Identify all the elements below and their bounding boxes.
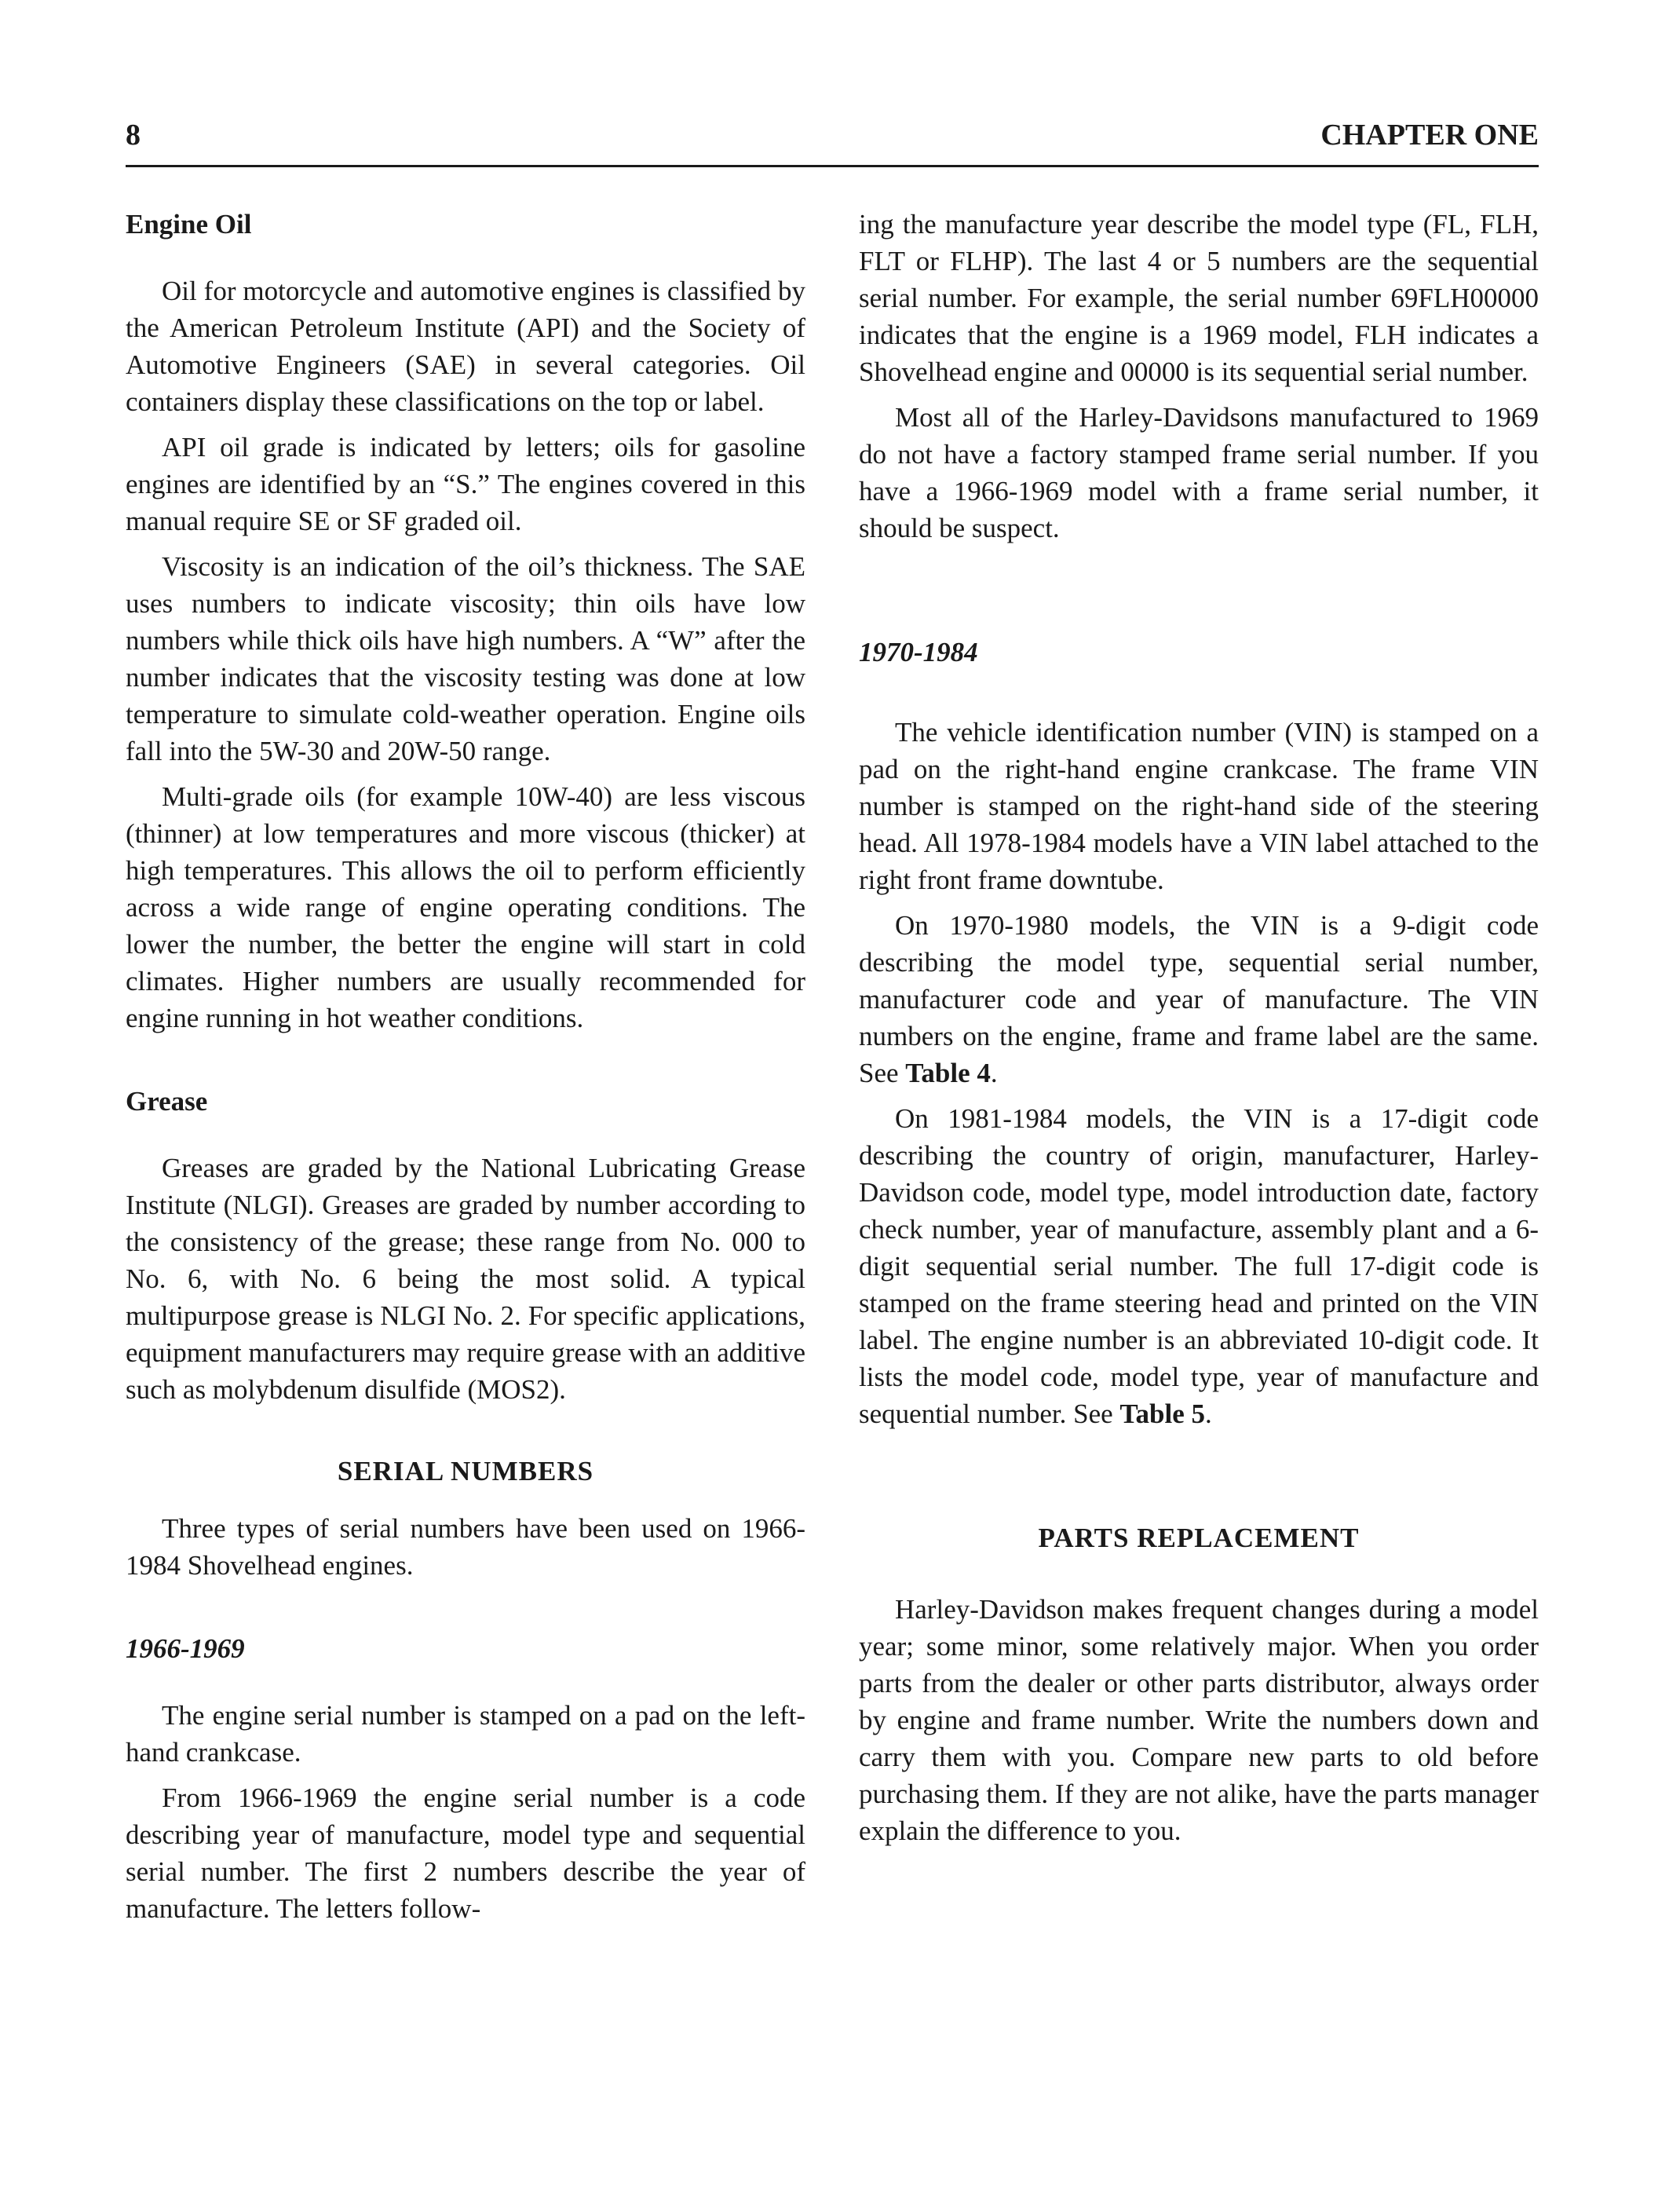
paragraph <box>859 907 1539 1091</box>
paragraph: Viscosity is an indication of the oil’s thickness. The SAE uses numbers to indicate viscosity; thin oils have low numbers while thick oils have high numbers. A “W” after the number indicates that the viscosity testing was done at low temperature to simulate cold-weather operation. Engine oils fall into the 5W-30 and 20W-50 range. <box>126 551 805 766</box>
paragraph-end: . <box>1205 1398 1212 1429</box>
page-number: 8 <box>126 119 141 152</box>
paragraph: Three types of serial numbers have been used on 1966-1984 Shovelhead engines. <box>126 1513 805 1581</box>
paragraph-text: On 1970-1980 models, the VIN is a 9-digit code describing the model type, sequential serial number, manufacturer code and year of manufacture. The VIN numbers on the engine, frame and frame label are the same. See <box>859 910 1539 1088</box>
table-4-reference: Table 4 <box>905 1058 991 1088</box>
subheading-1970-1984: 1970-1984 <box>859 637 978 667</box>
paragraph: The engine serial number is stamped on a pad on the left-hand crankcase. <box>126 1700 805 1768</box>
paragraph-end: . <box>990 1058 998 1088</box>
paragraph: The vehicle identification number (VIN) is stamped on a pad on the right-hand engine crankcase. The frame VIN number is stamped on the right-hand side of the steering head. All 1978-1984 models have a VIN label attached to the right front frame downtube. <box>859 717 1539 895</box>
paragraph: Harley-Davidson makes frequent changes during a model year; some minor, some relatively major. When you order parts from the dealer or other parts distributor, always order by engine and frame number. Write the numbers down and carry them with you. Compare new parts to old before purchasing them. If they are not alike, have the parts manager explain the difference to you. <box>859 1594 1539 1846</box>
paragraph-text: On 1981-1984 models, the VIN is a 17-digit code describing the country of origin, manufacturer, Harley-Davidson code, model type, model introduction date, factory check number, year of manufacture, assembly plant and a 6-digit sequential serial number. The full 17-digit code is stamped on the frame steering head and printed on the VIN label. The engine number is an abbreviated 10-digit code. It lists the model code, model type, year of manufacture and sequential number. See <box>859 1103 1539 1429</box>
paragraph: Oil for motorcycle and automotive engines is classified by the American Petroleum Institute (API) and the Society of Automotive Engineers (SAE) in several categories. Oil containers display these classifications on the top or label. <box>126 276 805 417</box>
header-rule <box>126 165 1539 167</box>
paragraph: Multi-grade oils (for example 10W-40) are less viscous (thinner) at low temperatures and more viscous (thicker) at high temperatures. This allows the oil to perform efficiently across a wide range of engine operating conditions. The lower the number, the better the engine will start in cold climates. Higher numbers are usually recommended for engine running in hot weather conditions. <box>126 781 805 1033</box>
paragraph: Most all of the Harley-Davidsons manufactured to 1969 do not have a factory stamped frame serial number. If you have a 1966-1969 model with a frame serial number, it should be suspect. <box>859 402 1539 543</box>
paragraph: Greases are graded by the National Lubricating Grease Institute (NLGI). Greases are graded by number according to the consistency of the grease; these range from No. 000 to No. 6, with No. 6 being the most solid. A typical multipurpose grease is NLGI No. 2. For specific applications, equipment manufacturers may require grease with an additive such as molybdenum disulfide (MOS2). <box>126 1153 805 1405</box>
subheading-1966-1969: 1966-1969 <box>126 1633 245 1664</box>
paragraph: From 1966-1969 the engine serial number is a code describing year of manufacture, model type and sequential serial number. The first 2 numbers describe the year of manufacture. The letters follow- <box>126 1782 805 1924</box>
grease-heading: Grease <box>126 1086 208 1117</box>
right-column <box>859 206 1539 1858</box>
paragraph <box>859 1100 1539 1432</box>
paragraph: ing the manufacture year describe the model type (FL, FLH, FLT or FLHP). The last 4 or 5 numbers are the sequential serial number. For example, the serial number 69FLH00000 indicates that the engine is a 1969 model, FLH indicates a Shovelhead engine and 00000 is its sequential serial number. <box>859 209 1539 387</box>
paragraph: API oil grade is indicated by letters; oils for gasoline engines are identified by an “S.” The engines covered in this manual require SE or SF graded oil. <box>126 432 805 536</box>
engine-oil-heading: Engine Oil <box>126 209 252 239</box>
table-5-reference: Table 5 <box>1119 1398 1206 1429</box>
parts-replacement-heading: PARTS REPLACEMENT <box>1038 1523 1360 1553</box>
serial-numbers-heading: SERIAL NUMBERS <box>337 1456 594 1486</box>
chapter-title: CHAPTER ONE <box>1320 119 1539 152</box>
page-header <box>126 118 1539 165</box>
left-column <box>126 206 805 1936</box>
